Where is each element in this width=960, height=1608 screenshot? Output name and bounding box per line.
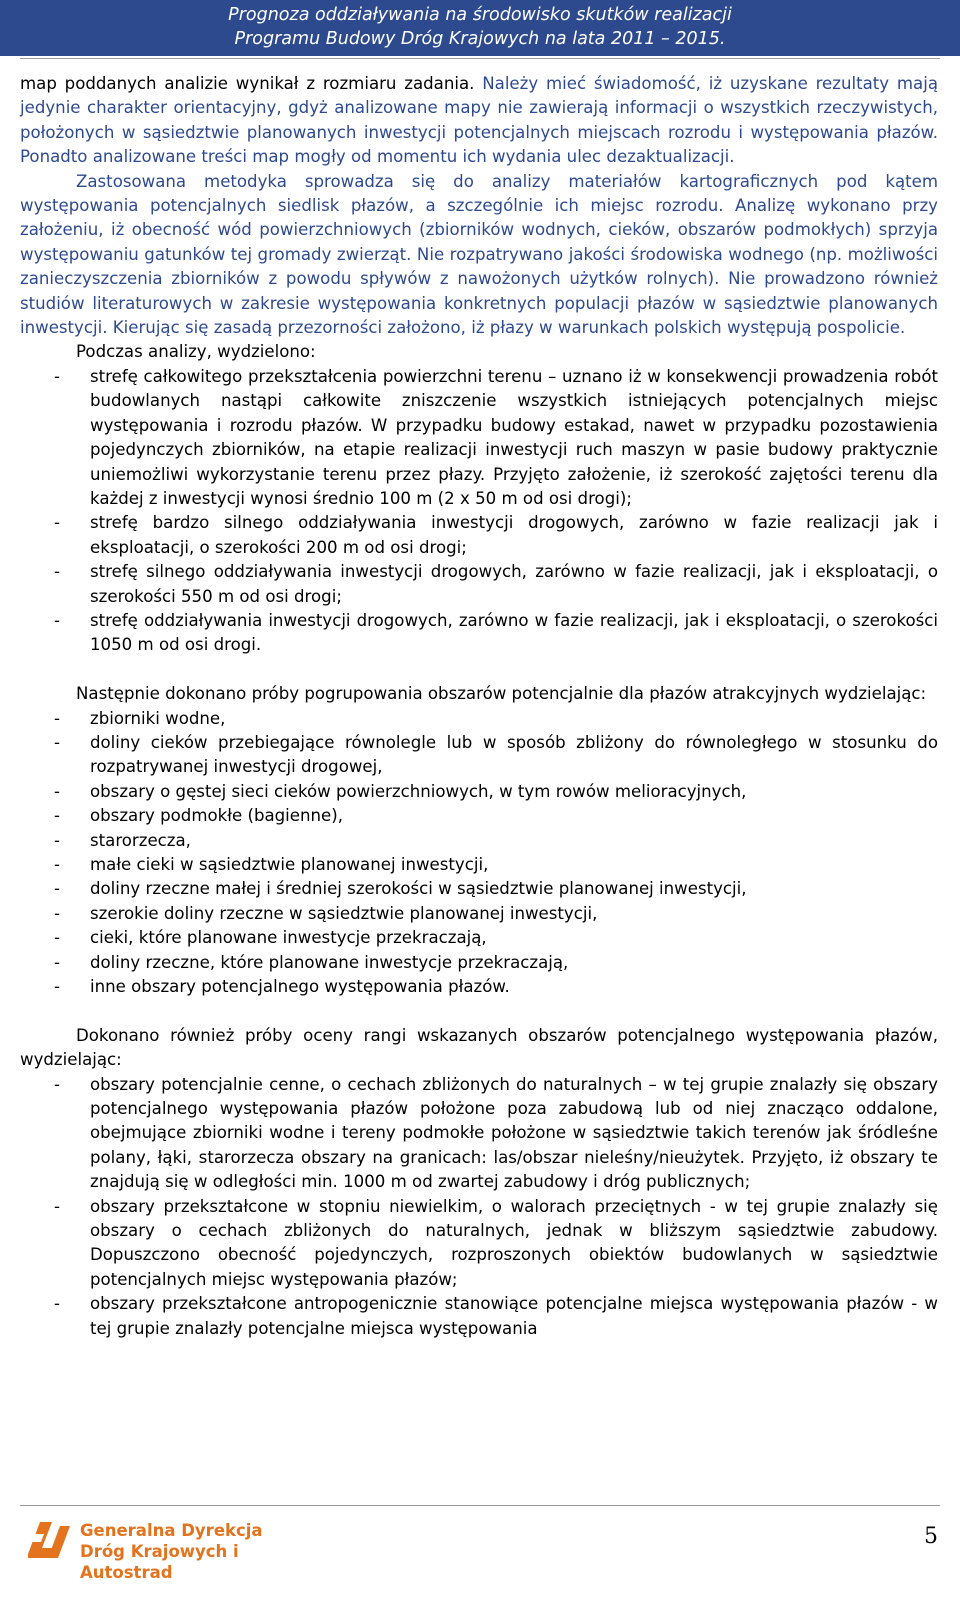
paragraph-1-note: Należy mieć świadomość, iż uzyskane rezultaty mają jedynie charakter orientacyjny, gdyż analizowane mapy nie zawierają informacji o wszystkich rzeczywistych, położonych w sąsiedztwie planowanych inwestycji potencjalnych miejscach rozrodu i występowania płazów. Ponadto analizowane treści map mogły od momentu ich wydania ulec dezaktualizacji. (20, 74, 939, 167)
gddkia-emblem-icon (22, 1514, 74, 1566)
paragraph-3: Podczas analizy, wydzielono: (76, 342, 316, 362)
paragraph-2: Zastosowana metodyka sprowadza się do analizy materiałów kartograficznych pod kątem występowania potencjalnych siedlisk płazów, a szczególnie ich miejsc rozrodu. Analizę wykonano przy założeniu, iż obecność wód powierzchniowych (zbiorników wodnych, cieków, obszarów podmokłych) sprzyja występowaniu gatunków tej gromady zwierząt. Nie rozpatrywano jakości środowiska wodnego (np. możliwości zanieczyszczenia zbiorników z powodu spływów z nawożonych użytków rolnych). Nie prowadzono również studiów literaturowych w zakresie występowania konkretnych populacji płazów w sąsiedztwie planowanych inwestycji. Kierując się zasadą przezorności założono, iż płazy w warunkach polskich występują pospolicie. (20, 171, 938, 338)
list-item: - cieki, które planowane inwestycje przekraczają, (54, 928, 487, 948)
footer-rule (20, 1505, 940, 1506)
list-item: - doliny rzeczne, które planowane inwestycje przekraczają, (54, 952, 569, 972)
list-item: - starorzecza, (54, 830, 191, 850)
list-item: - strefę całkowitego przekształcenia powierzchni terenu – uznano iż w konsekwencji prowadzenia robót budowlanych nastąpi całkowite zniszczenie wszystkich istniejących potencjalnych miejsc występowania i rozrodu płazów. W przypadku budowy estakad, nawet w przypadku pozostawienia pojedynczych zbiorników, na etapie realizacji inwestycji ruch maszyn w pasie budowy praktycznie uniemożliwi wykorzystanie terenu przez płazy. Przyjęto założenie, iż szerokość zajętości terenu dla każdej z inwestycji wynosi średnio 100 m (2 x 50 m od osi drogi); (54, 366, 938, 508)
header-line-2: Programu Budowy Dróg Krajowych na lata 2011 – 2015. (234, 29, 726, 49)
header-line-1: Prognoza oddziaływania na środowisko skutków realizacji (228, 5, 732, 25)
list-item: - obszary przekształcone antropogenicznie stanowiące potencjalne miejsca występowania płazów - w tej grupie znalazły potencjalne miejsca występowania (54, 1294, 938, 1338)
page-body (20, 72, 938, 1341)
header-rule (20, 58, 940, 59)
list-item: - małe cieki w sąsiedztwie planowanej inwestycji, (54, 854, 489, 874)
list-item: - szerokie doliny rzeczne w sąsiedztwie planowanej inwestycji, (54, 903, 598, 923)
list-item: - zbiorniki wodne, (54, 708, 226, 728)
document-header (0, 0, 960, 56)
list-item: - obszary o gęstej sieci cieków powierzchniowych, w tym rowów melioracyjnych, (54, 781, 747, 801)
paragraph-1-start: map poddanych analizie wynikał z rozmiaru zadania. (20, 74, 475, 93)
ranks-list (20, 1073, 938, 1341)
areas-list (20, 707, 938, 1000)
gddkia-logo (22, 1512, 322, 1582)
list-item: - doliny cieków przebiegające równolegle lub w sposób zbliżony do równoległego w stosunku do rozpatrywanej inwestycji drogowej, (54, 732, 938, 777)
paragraph-1 (20, 72, 938, 170)
logo-line-1: Generalna Dyrekcja (80, 1521, 263, 1540)
list-item: - strefę silnego oddziaływania inwestycji drogowych, zarówno w fazie realizacji, jak i eksploatacji, o szerokości 550 m od osi drogi; (54, 562, 938, 606)
list-item: - strefę bardzo silnego oddziaływania inwestycji drogowych, zarówno w fazie realizacji jak i eksploatacji, o szerokości 200 m od osi drogi; (54, 513, 938, 557)
list-item: - obszary przekształcone w stopniu niewielkim, o walorach przeciętnych - w tej grupie znalazły się obszary o cechach zbliżonych do naturalnych, jednak w bliższym sąsiedztwie zabudowy. Dopuszczono obecność pojedynczych, rozproszonych obiektów budowlanych w sąsiedztwie potencjalnych miejsc występowania płazów; (54, 1196, 938, 1289)
page-number: 5 (924, 1524, 938, 1549)
list-item: - obszary podmokłe (bagienne), (54, 806, 343, 826)
list-item: - strefę oddziaływania inwestycji drogowych, zarówno w fazie realizacji, jak i eksploatacji, o szerokości 1050 m od osi drogi. (54, 610, 938, 655)
list-item: - obszary potencjalnie cenne, o cechach zbliżonych do naturalnych – w tej grupie znalazły się obszary potencjalnego występowania płazów położone poza zabudową lub od niej znacząco oddalone, obejmujące zbiorniki wodne i tereny podmokłe położone w sąsiedztwie takich terenów jak śródleśne polany, łąki, starorzecza obszary na granicach: las/obszar nieleśny/nieużytek. Przyjęto, iż obszary te znajdują się w odległości min. 1000 m od zwartej zabudowy i dróg publicznych; (54, 1074, 938, 1192)
logo-line-2: Dróg Krajowych i Autostrad (80, 1542, 239, 1582)
list-item: - doliny rzeczne małej i średniej szerokości w sąsiedztwie planowanej inwestycji, (54, 879, 747, 899)
logo-text (80, 1520, 322, 1583)
list-item: - inne obszary potencjalnego występowania płazów. (54, 977, 510, 997)
paragraph-4: Następnie dokonano próby pogrupowania obszarów potencjalnie dla płazów atrakcyjnych wydzielając: (76, 684, 927, 704)
paragraph-5: Dokonano również próby oceny rangi wskazanych obszarów potencjalnego występowania płazów, wydzielając: (20, 1025, 938, 1070)
zones-list (20, 365, 938, 658)
